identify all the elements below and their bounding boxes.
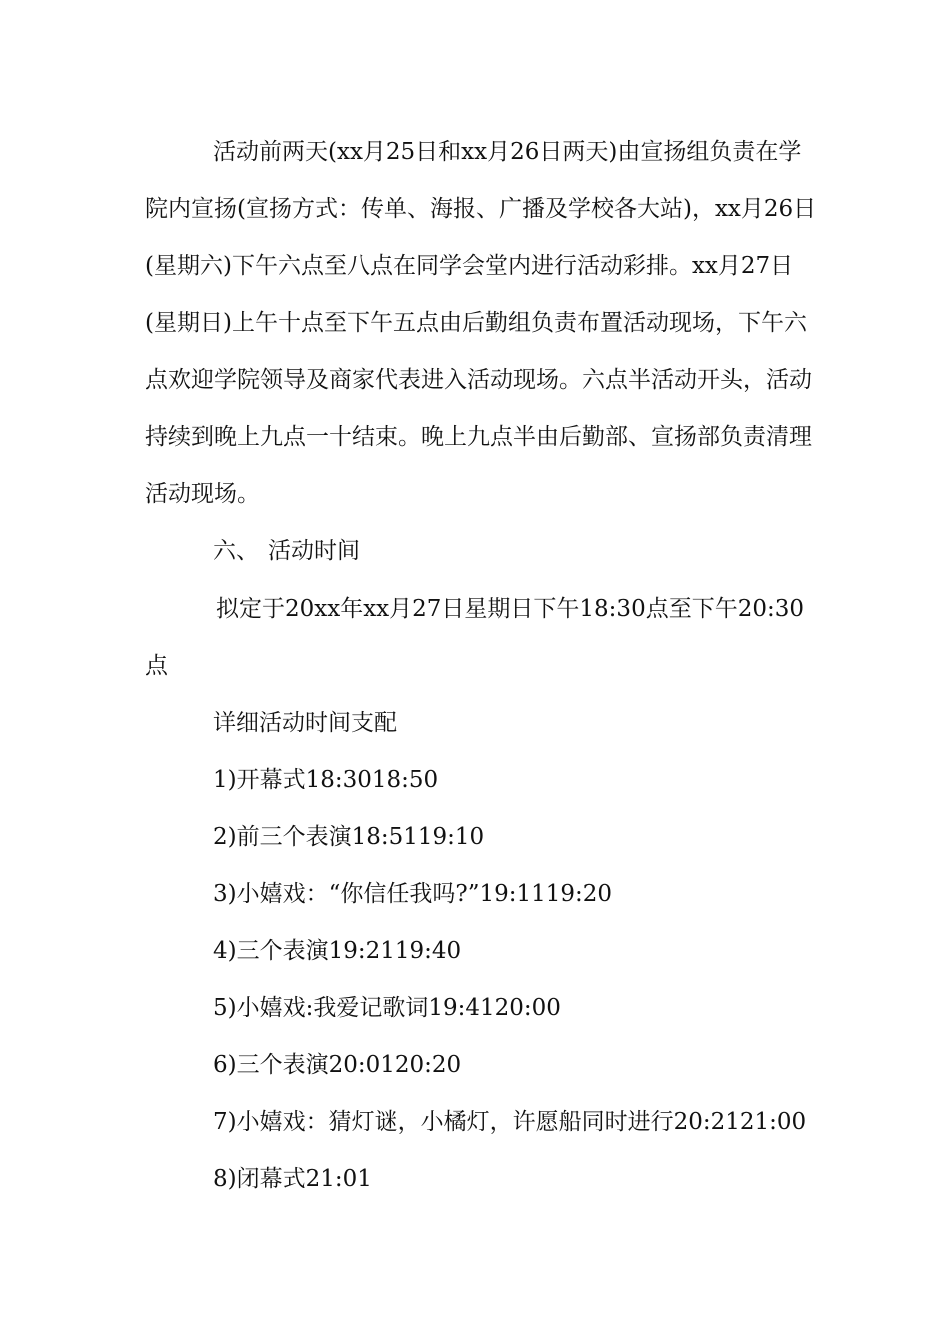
schedule-item: 4)三个表演19:2119:40 [213, 938, 462, 964]
schedule-item: 3)小嬉戏：“你信任我吗?”19:1119:20 [213, 881, 613, 907]
schedule-item: 2)前三个表演18:5119:10 [213, 824, 485, 850]
schedule-item: 7)小嬉戏：猜灯谜，小橘灯，许愿船同时进行20:2121:00 [213, 1109, 807, 1135]
paragraph-line: (星期六)下午六点至八点在同学会堂内进行活动彩排。xx月27日 [145, 253, 794, 279]
schedule-item: 5)小嬉戏:我爱记歌词19:4120:00 [213, 995, 561, 1021]
time-statement-line: 点 [145, 653, 168, 679]
schedule-heading: 详细活动时间支配 [213, 710, 397, 736]
section-number: 六、 [213, 538, 259, 564]
paragraph-line: 点欢迎学院领导及商家代表进入活动现场。六点半活动开头，活动 [145, 367, 812, 393]
time-statement-line: 拟定于20xx年xx月27日星期日下午18:30点至下午20:30 [216, 596, 804, 622]
paragraph-line: 院内宣扬(宣扬方式：传单、海报、广播及学校各大站)，xx月26日 [145, 196, 817, 222]
schedule-item: 8)闭幕式21:01 [213, 1166, 372, 1192]
paragraph-line: (星期日)上午十点至下午五点由后勤组负责布置活动现场，下午六 [145, 310, 807, 336]
paragraph-line: 活动现场。 [145, 481, 260, 507]
schedule-item: 1)开幕式18:3018:50 [213, 767, 439, 793]
paragraph-line: 持续到晚上九点一十结束。晚上九点半由后勤部、宣扬部负责清理 [145, 424, 812, 450]
schedule-item: 6)三个表演20:0120:20 [213, 1052, 462, 1078]
paragraph-line: 活动前两天(xx月25日和xx月26日两天)由宣扬组负责在学 [213, 139, 802, 165]
section-title: 活动时间 [268, 538, 360, 564]
